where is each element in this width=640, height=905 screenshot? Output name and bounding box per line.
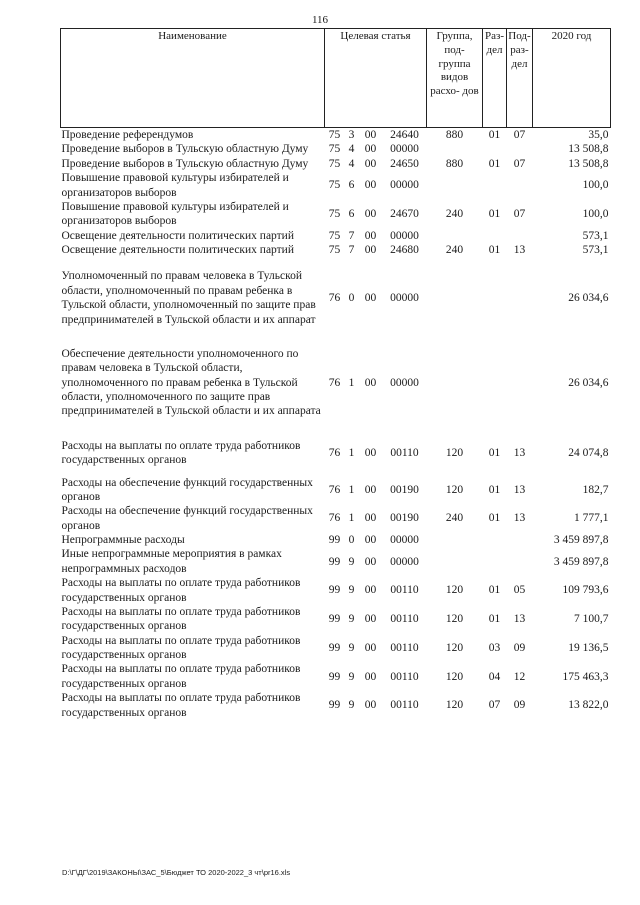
row-name: Расходы на выплаты по оплате труда работников государственных органов [61,634,301,661]
section [483,335,507,427]
subsection [507,171,533,200]
target-direction: 00110 [390,670,419,683]
subsection: 13 [513,483,526,496]
target-subprogram: 1 [348,483,355,496]
table-row [61,533,611,547]
section [483,171,507,200]
target-subprogram: 0 [348,291,355,304]
table-row [61,200,611,229]
page-number: 116 [311,14,329,26]
amount-2020: 182,7 [582,483,609,496]
table-row [61,243,611,257]
amount-2020: 13 508,8 [568,143,609,156]
row-name: Обеспечение деятельности уполномоченного по правам человека в Тульской области, уполномоченного по правам ребенка в Тульской области, уполномоченного по защите прав предпринимателей в Тульской области и их аппарата [61,347,321,418]
header-subsection: Под- раз- дел [507,29,533,128]
target-direction: 00000 [390,179,419,192]
target-program: 75 [328,208,341,221]
target-group: 00 [364,179,377,192]
target-subprogram: 0 [348,534,355,546]
section [483,533,507,547]
target-group: 00 [364,699,377,712]
table-row [61,335,611,427]
section: 01 [488,446,501,459]
expense-group: 240 [445,208,464,221]
row-name: Освещение деятельности политических партий [61,244,294,256]
section [483,229,507,243]
target-direction: 00000 [390,291,419,304]
amount-2020: 109 793,6 [562,584,609,597]
target-subprogram: 7 [348,229,355,242]
row-name: Расходы на обеспечение функций государственных органов [61,505,313,532]
amount-2020: 3 459 897,8 [553,555,609,568]
target-group: 00 [364,229,377,242]
subsection: 13 [513,512,526,525]
amount-2020: 573,1 [582,244,609,256]
expense-group: 880 [445,129,464,141]
target-subprogram: 3 [348,129,355,141]
target-program: 76 [328,483,341,496]
subsection: 12 [513,670,526,683]
amount-2020: 26 034,6 [568,291,609,304]
target-direction: 24650 [390,157,419,170]
target-group: 00 [364,670,377,683]
target-program: 99 [328,613,341,626]
subsection: 05 [513,584,526,597]
subsection: 07 [513,157,526,170]
target-subprogram: 9 [348,555,355,568]
amount-2020: 26 034,6 [568,376,609,389]
expense-group [427,257,483,335]
target-direction: 00000 [390,143,419,156]
header-target-article: Целевая статья [325,29,427,128]
table-row [61,476,611,505]
subsection: 07 [513,208,526,221]
expense-group: 240 [445,512,464,525]
expense-group: 880 [445,157,464,170]
row-name: Расходы на выплаты по оплате труда работников государственных органов [61,663,301,690]
expense-group: 120 [445,483,464,496]
target-group: 00 [364,376,377,389]
row-name: Непрограммные расходы [61,534,185,546]
section: 01 [488,244,501,256]
table-row [61,427,611,476]
target-subprogram: 9 [348,613,355,626]
target-group: 00 [364,446,377,459]
target-subprogram: 9 [348,584,355,597]
budget-table [60,28,611,720]
table-body [61,128,611,720]
subsection: 09 [513,699,526,712]
amount-2020: 175 463,3 [562,670,609,683]
target-direction: 00110 [390,613,419,626]
row-name: Расходы на обеспечение функций государственных органов [61,476,313,503]
target-group: 00 [364,641,377,654]
amount-2020: 19 136,5 [568,641,609,654]
target-group: 00 [364,613,377,626]
section: 01 [488,483,501,496]
target-program: 99 [328,641,341,654]
target-subprogram: 9 [348,641,355,654]
table-row [61,157,611,171]
table-row [61,128,611,143]
section: 01 [488,584,501,597]
row-name: Повышение правовой культуры избирателей и организаторов выборов [61,200,289,228]
target-direction: 00190 [390,483,419,496]
expense-group: 120 [445,446,464,459]
target-group: 00 [364,129,377,141]
target-direction: 24680 [390,244,419,256]
target-subprogram: 6 [348,179,355,192]
target-subprogram: 1 [348,512,355,525]
target-program: 99 [328,555,341,568]
table-row [61,634,611,663]
target-direction: 00190 [390,512,419,525]
section: 03 [488,641,501,654]
table-row [61,576,611,605]
target-group: 00 [364,208,377,221]
target-group: 00 [364,555,377,568]
target-group: 00 [364,244,377,256]
table-row [61,257,611,335]
target-group: 00 [364,157,377,170]
target-group: 00 [364,584,377,597]
target-direction: 00000 [390,376,419,389]
subsection [507,257,533,335]
expense-group [427,533,483,547]
row-name: Проведение выборов в Тульскую областную Думу [61,157,309,170]
target-program: 76 [328,376,341,389]
target-group: 00 [364,143,377,156]
amount-2020: 1 777,1 [574,512,609,525]
expense-group [427,229,483,243]
target-subprogram: 7 [348,244,355,256]
subsection [507,335,533,427]
expense-group [427,547,483,576]
target-program: 75 [328,229,341,242]
section: 07 [488,699,501,712]
target-program: 75 [328,157,341,170]
target-direction: 00000 [390,555,419,568]
table-header-row [61,29,611,128]
expense-group: 120 [445,641,464,654]
target-subprogram: 9 [348,670,355,683]
target-direction: 24670 [390,208,419,221]
target-program: 99 [328,534,341,546]
target-direction: 00110 [390,446,419,459]
section: 01 [488,512,501,525]
table-row [61,229,611,243]
header-name: Наименование [61,29,325,128]
target-program: 76 [328,512,341,525]
section: 01 [488,129,501,141]
target-subprogram: 9 [348,699,355,712]
target-direction: 00000 [390,229,419,242]
table-row [61,142,611,156]
row-name: Расходы на выплаты по оплате труда работников государственных органов [61,439,301,467]
target-subprogram: 4 [348,143,355,156]
amount-2020: 35,0 [588,129,609,141]
table-row [61,171,611,200]
amount-2020: 7 100,7 [574,613,609,626]
target-program: 76 [328,446,341,459]
amount-2020: 24 074,8 [568,446,609,459]
expense-group: 120 [445,613,464,626]
target-group: 00 [364,291,377,304]
row-name: Проведение выборов в Тульскую областную Думу [61,143,309,156]
target-direction: 00000 [390,534,419,546]
target-direction: 00110 [390,641,419,654]
table-row [61,504,611,533]
header-section: Раз- дел [483,29,507,128]
amount-2020: 573,1 [582,229,609,242]
target-subprogram: 1 [348,376,355,389]
target-program: 99 [328,699,341,712]
section: 01 [488,208,501,221]
target-group: 00 [364,483,377,496]
expense-group [427,142,483,156]
target-direction: 00110 [390,699,419,712]
target-subprogram: 4 [348,157,355,170]
section [483,257,507,335]
target-subprogram: 6 [348,208,355,221]
row-name: Освещение деятельности политических партий [61,229,294,242]
header-group: Группа, под- группа видов расхо- дов [427,29,483,128]
expense-group: 240 [445,244,464,256]
table-row [61,662,611,691]
subsection [507,142,533,156]
target-group: 00 [364,534,377,546]
expense-group: 120 [445,699,464,712]
row-name: Проведение референдумов [61,129,194,141]
subsection: 07 [513,129,526,141]
target-program: 76 [328,291,341,304]
row-name: Расходы на выплаты по оплате труда работников государственных органов [61,577,301,604]
amount-2020: 13 822,0 [568,699,609,712]
subsection: 13 [513,446,526,459]
header-year: 2020 год [533,29,611,128]
section [483,547,507,576]
section [483,142,507,156]
expense-group [427,171,483,200]
expense-group: 120 [445,584,464,597]
target-direction: 24640 [390,129,419,141]
subsection: 13 [513,244,526,256]
target-direction: 00110 [390,584,419,597]
target-program: 75 [328,143,341,156]
section: 01 [488,157,501,170]
row-name: Повышение правовой культуры избирателей и организаторов выборов [61,172,289,199]
amount-2020: 3 459 897,8 [553,534,609,546]
expense-group [427,335,483,427]
target-program: 75 [328,129,341,141]
subsection: 13 [513,613,526,626]
target-program: 99 [328,670,341,683]
table-row [61,691,611,720]
subsection [507,229,533,243]
row-name: Расходы на выплаты по оплате труда работников государственных органов [61,692,301,719]
section: 04 [488,670,501,683]
amount-2020: 100,0 [582,179,609,192]
table-row [61,547,611,576]
row-name: Уполномоченный по правам человека в Тульской области, уполномоченный по правам ребенка в Тульской области, уполномоченный по защите прав предпринимателей в Тульской области и их аппарат [61,270,316,326]
target-program: 75 [328,179,341,192]
target-group: 00 [364,512,377,525]
subsection [507,533,533,547]
target-subprogram: 1 [348,446,355,459]
expense-group: 120 [445,670,464,683]
section: 01 [488,613,501,626]
amount-2020: 100,0 [582,208,609,221]
amount-2020: 13 508,8 [568,157,609,170]
subsection [507,547,533,576]
target-program: 75 [328,244,341,256]
target-program: 99 [328,584,341,597]
subsection: 09 [513,641,526,654]
row-name: Иные непрограммные мероприятия в рамках непрограммных расходов [61,548,282,575]
table-row [61,605,611,634]
row-name: Расходы на выплаты по оплате труда работников государственных органов [61,605,301,633]
footer-file-path: D:\Г\ДГ\2019\ЗАКОНЫ\ЗАС_5\Бюджет ТО 2020-2022_3 чт\pr16.xls [62,868,291,877]
